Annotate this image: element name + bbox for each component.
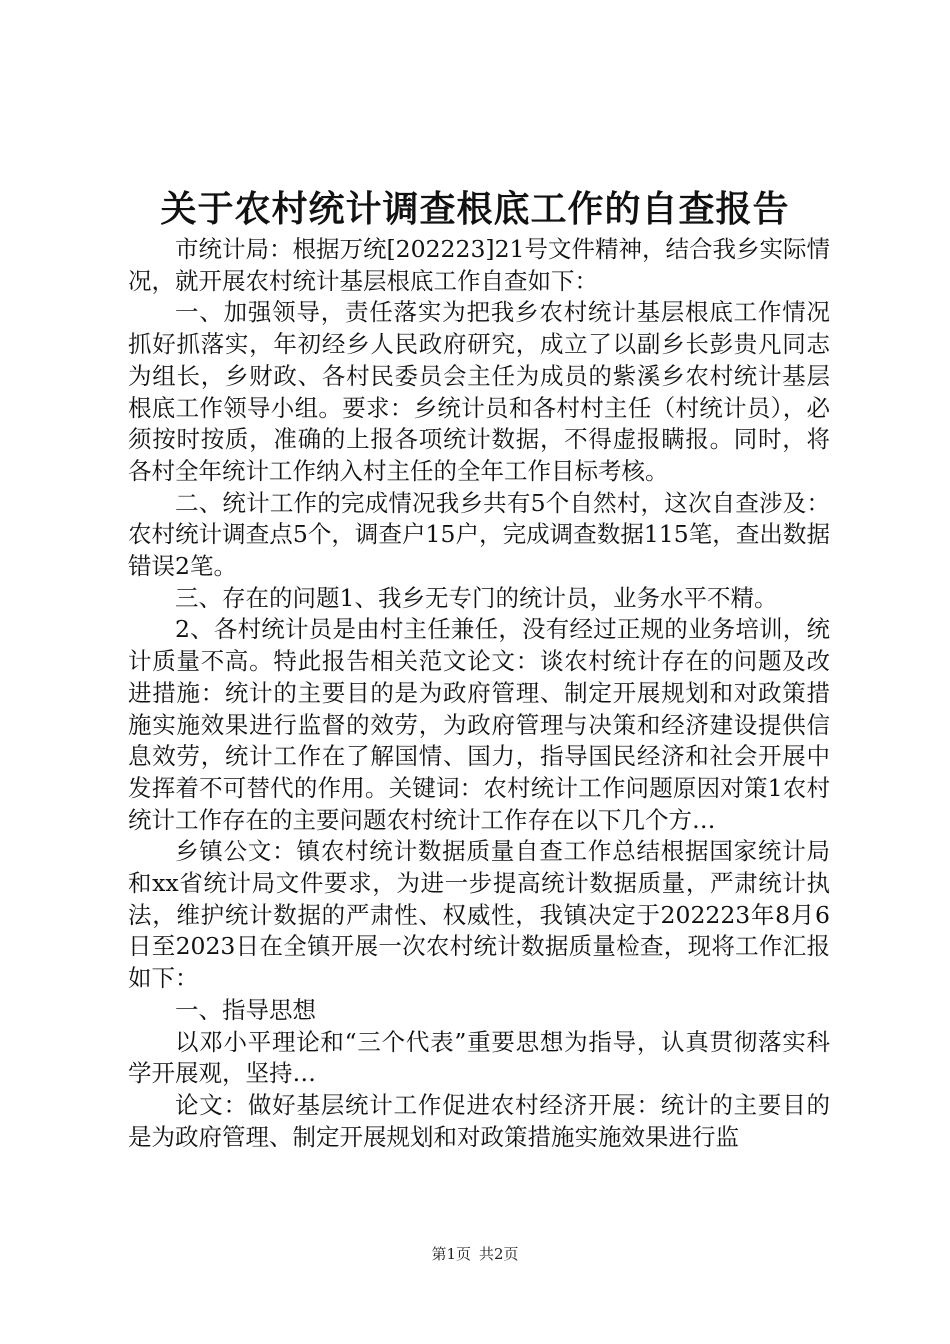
paragraph: 一、加强领导，责任落实为把我乡农村统计基层根底工作情况抓好抓落实，年初经乡人民政府研究，成立了以副乡长彭贵凡同志为组长，乡财政、各村民委员会主任为成员的紫溪乡农村统计基层根底工作领导小组。要求：乡统计员和各村村主任（村统计员），必须按时按质，准确的上报各项统计数据，不得虚报瞒报。同时，将各村全年统计工作纳入村主任的全年工作目标考核。 <box>128 298 830 485</box>
paragraph: 一、指导思想 <box>175 995 316 1024</box>
paragraph: 2、各村统计员是由村主任兼任，没有经过正规的业务培训，统计质量不高。特此报告相关范文论文：谈农村统计存在的问题及改进措施：统计的主要目的是为政府管理、制定开展规划和对政策措施实施效果进行监督的效劳，为政府管理与决策和经济建设提供信息效劳，统计工作在了解国情、国力，指导国民经济和社会开展中发挥着不可替代的作用。关键词：农村统计工作问题原因对策1农村统计工作存在的主要问题农村统计工作存在以下几个方… <box>128 615 830 834</box>
paragraph: 乡镇公文：镇农村统计数据质量自查工作总结根据国家统计局和xx省统计局文件要求，为进一步提高统计数据质量，严肃统计执法，维护统计数据的严肃性、权威性，我镇决定于202223年8月6日至2023日在全镇开展一次农村统计数据质量检查，现将工作汇报如下： <box>128 837 830 993</box>
paragraph: 论文：做好基层统计工作促进农村经济开展：统计的主要目的是为政府管理、制定开展规划和对政策措施实施效果进行监 <box>128 1090 830 1151</box>
document-body <box>128 234 830 1153</box>
document-title: 关于农村统计调查根底工作的自查报告 <box>160 188 790 230</box>
paragraph: 三、存在的问题1、我乡无专门的统计员，业务水平不精。 <box>175 583 778 612</box>
paragraph: 二、统计工作的完成情况我乡共有5个自然村，这次自查涉及：农村统计调查点5个，调查户15户，完成调查数据115笔，查出数据错误2笔。 <box>128 488 830 581</box>
paragraph: 以邓小平理论和“三个代表”重要思想为指导，认真贯彻落实科学开展观，坚持… <box>128 1027 830 1088</box>
page-number: 第1页 <box>431 1245 471 1263</box>
page-total: 共2页 <box>479 1245 519 1263</box>
paragraph: 市统计局：根据万统[202223]21号文件精神，结合我乡实际情况，就开展农村统计基层根底工作自查如下： <box>128 235 830 295</box>
page-footer <box>0 1243 950 1265</box>
